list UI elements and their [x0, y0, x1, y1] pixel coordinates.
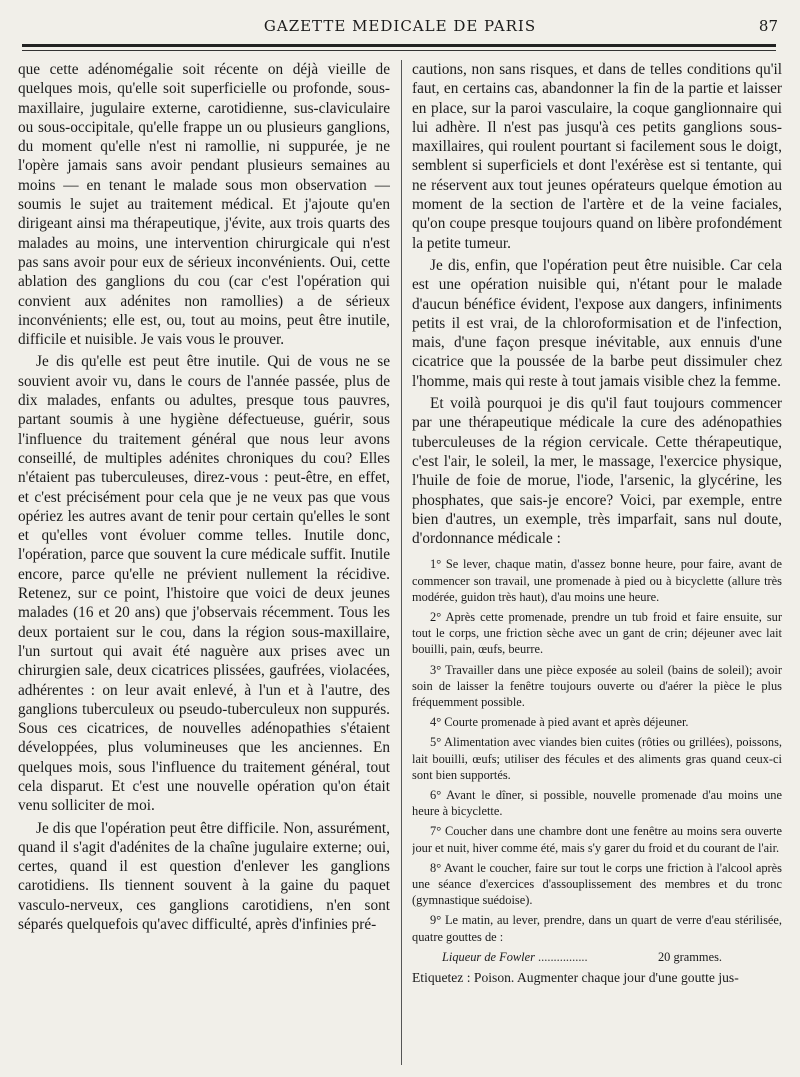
header-rule-thin [22, 50, 776, 51]
paragraph: Je dis qu'elle est peut être inutile. Qui de vous ne se souvient avoir vu, dans le cours de l'année passée, plus de dix malades, enfants ou adultes, presque tous pauvres, partant soumis à une hygiène défectueuse, guérir, sous l'influence du traitement général que nous leur avons conseillé, de multiples adénites chroniques du cou? Elles n'étaient pas tuberculeuses, direz-vous : peut-être, en effet, et c'est précisément pour cela que je ne veux pas que vous opériez les autres avant de tenir pour certain qu'elles le sont et qu'elles vont évoluer comme telles. Inutile donc, l'opération, parce que souvent la cure médicale suffit. Inutile encore, parce qu'elle ne prévient nullement la récidive. Retenez, sur ce point, l'histoire que voici de deux jeunes malades (16 et 20 ans) que j'observais récemment. Tous les deux portaient sur le cou, dans la région sous-maxillaire, l'un surtout qui avait été naguère aux prises avec un chirurgien sale, deux cicatrices plissées, gaufrées, violacées, adhérentes : on leur avait enlevé, à l'un et à l'autre, des ganglions tuberculeux ou pseudo-tuberculeux non suppurés. Sous ces cicatrices, de nouvelles adénopathies s'étaient développées, plus volumineuses que les anciennes. En quelques mois, sous l'influence du traitement général, tout cela disparut. Et c'est une nouvelle opération qu'on était venu solliciter de moi. [18, 353, 390, 815]
right-column [412, 60, 782, 1070]
formula-name: Liqueur de Fowler [442, 949, 535, 964]
prescription-item: 6° Avant le dîner, si possible, nouvelle promenade d'au moins une heure à bicyclette. [412, 788, 782, 819]
paragraph: Je dis que l'opération peut être difficile. Non, assurément, quand il s'agit d'adénites de la chaîne jugulaire externe; oui, certes, quand il est question d'enlever les ganglions carotidiens. Ils tiennent souvent à la gaine du paquet vasculo-nerveux, ces ganglions carotidiens, n'en sont séparés quelquefois qu'avec difficulté, après d'infinies pré- [18, 819, 390, 934]
journal-title: GAZETTE MEDICALE DE PARIS [263, 17, 537, 35]
prescription-item: 3° Travailler dans une pièce exposée au soleil (bains de soleil); avoir soin de laisser la fenêtre toujours ouverte ou d'aérer la pièce le plus fréquemment possible. [412, 662, 782, 710]
paragraph: Et voilà pourquoi je dis qu'il faut toujours commencer par une thérapeutique médicale la cure des adénopathies tuberculeuses de la région cervicale. Cette thérapeutique, c'est l'air, le soleil, la mer, le massage, l'exercice physique, l'huile de foie de morue, l'iode, l'arsenic, la glycérine, les phosphates, que sais-je encore? Voici, par exemple, entre bien d'autres, un exemple, très imparfait, sans nul doute, d'ordonnance médicale : [412, 395, 782, 548]
prescription-item: 5° Alimentation avec viandes bien cuites (rôties ou grillées), poissons, lait bouilli, œufs; utiliser des fécules et des aliments gras quand ceux-ci sont bien supportés. [412, 735, 782, 782]
closing-line: Etiquetez : Poison. Augmenter chaque jour d'une goutte jus- [412, 970, 739, 986]
formula-quantity: 20 grammes. [657, 949, 722, 964]
prescription-item: 4° Courte promenade à pied avant et après déjeuner. [430, 715, 689, 730]
prescription-item: 7° Coucher dans une chambre dont une fenêtre au moins sera ouverte jour et nuit, hiver comme été, mais s'y garer du froid et du courant de l'air. [412, 824, 782, 855]
page-number: 87 [758, 17, 778, 35]
left-column [18, 60, 390, 1070]
header-rule-thick [22, 44, 776, 47]
prescription-item: 9° Le matin, au lever, prendre, dans un quart de verre d'eau stérilisée, quatre gouttes de : [412, 913, 782, 944]
formula-line [412, 949, 782, 965]
prescription-item: 1° Se lever, chaque matin, d'assez bonne heure, pour faire, avant de commencer son travail, une promenade à pied ou à bicyclette (allure très modérée, guidon très haut), d'au moins une heure. [412, 557, 782, 604]
column-divider [401, 60, 402, 1065]
formula-dots: ................ [538, 949, 588, 964]
paragraph: cautions, non sans risques, et dans de telles conditions qu'il faut, en certains cas, abandonner la fin de la partie et laisser en place, sur la paroi vasculaire, la coque ganglionnaire qui lui adhère. Il n'est pas jusqu'à ces petits ganglions sous-maxillaires, qui roulent pourtant si facilement sous le doigt, semblent si superficiels et dont l'exérèse est si tentante, qui ne réservent aux tout jeunes opérateurs quelque émotion au moment de la section de l'artère et de la veine faciales, qu'on coupe presque toujours quand on libère profondément la petite tumeur. [412, 61, 782, 252]
prescription-item: 8° Avant le coucher, faire sur tout le corps une friction à l'alcool après une séance d'exercices d'assouplissement des membres et du tronc (gymnastique suédoise). [412, 860, 782, 908]
paragraph: Je dis, enfin, que l'opération peut être nuisible. Car cela est une opération nuisible qui, n'étant pour le malade d'aucun bénéfice évident, l'expose aux dangers, infiniments petits il est vrai, de la chloroformisation et de l'infection, mais, d'une façon presque inévitable, aux ennuis d'une cicatrice que la poussée de la barbe peut dissimuler chez l'homme, mais qui reste à tout jamais visible chez la femme. [412, 256, 782, 390]
prescription-item: 2° Après cette promenade, prendre un tub froid et faire ensuite, sur tout le corps, une friction sèche avec un gant de crin; déjeuner avec lait bouilli, pain, œufs, beurre. [412, 610, 782, 657]
paragraph: que cette adénomégalie soit récente on déjà vieille de quelques mois, qu'elle soit superficielle ou profonde, sous-maxillaire, jugulaire externe, carotidienne, sus-claviculaire ou sous-occipitale, qu'elle frappe un ou plusieurs ganglions, du moment qu'elle n'est ni ramollie, ni suppurée, je ne l'opère jamais sans avoir pendant plusieurs semaines au moins — en tenant le malade sous mon observation — soumis le sujet au traitement médical. Et j'ajoute qu'en dirigeant ainsi ma thérapeutique, j'évite, aux trois quarts des malades au moins, une intervention chirurgicale qui n'est pas sans avoir pour eux de sérieux inconvénients. Oui, cette ablation des ganglions du cou (car c'est l'opération qui convient aux adénites non ramollies) a de sérieux inconvénients; elle est, ou, tout au moins, peut être inutile, difficile et nuisible. Je vais vous le prouver. [18, 61, 390, 349]
running-header [18, 14, 782, 40]
prescription-list [412, 556, 782, 965]
